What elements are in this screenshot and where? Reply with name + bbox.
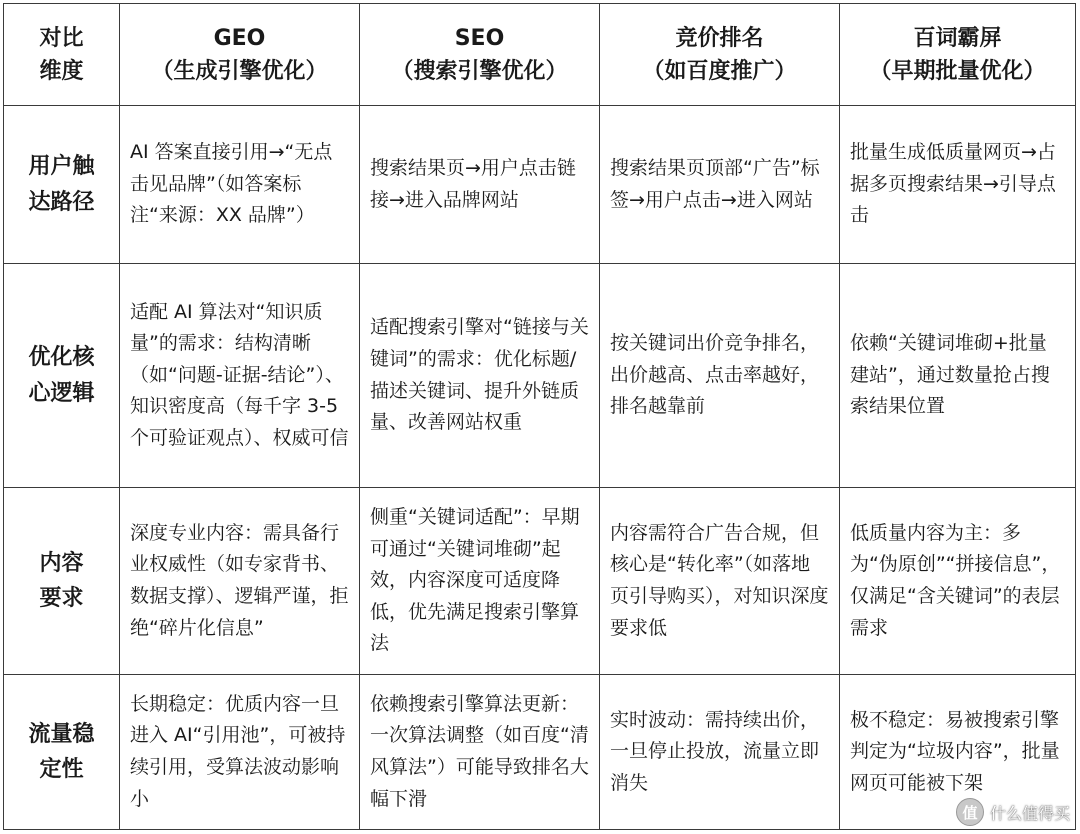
cell-bidding: 实时波动：需持续出价，一旦停止投放，流量立即消失 (600, 675, 840, 830)
cell-geo: 长期稳定：优质内容一旦进入 AI“引用池”，可被持续引用，受算法波动影响小 (120, 675, 360, 830)
cell-baici: 批量生成低质量网页→占据多页搜索结果→引导点击 (840, 106, 1076, 264)
cell-baici: 极不稳定：易被搜索引擎判定为“垃圾内容”，批量网页可能被下架 (840, 675, 1076, 830)
row-label: 优化核 心逻辑 (4, 264, 120, 488)
cell-geo: 适配 AI 算法对“知识质量”的需求：结构清晰（如“问题-证据-结论”）、知识密度高（每千字 3-5 个可验证观点）、权威可信 (120, 264, 360, 488)
header-baici: 百词霸屏 （早期批量优化） (840, 4, 1076, 106)
watermark-logo-icon: 值 (956, 798, 984, 826)
cell-seo: 适配搜索引擎对“链接与关键词”的需求：优化标题/描述关键词、提升外链质量、改善网站权重 (360, 264, 600, 488)
header-dimension: 对比 维度 (4, 4, 120, 106)
cell-baici: 依赖“关键词堆砌+批量建站”，通过数量抢占搜索结果位置 (840, 264, 1076, 488)
cell-bidding: 按关键词出价竞争排名，出价越高、点击率越好，排名越靠前 (600, 264, 840, 488)
cell-seo: 依赖搜索引擎算法更新：一次算法调整（如百度“清风算法”）可能导致排名大幅下滑 (360, 675, 600, 830)
watermark (956, 798, 1070, 826)
cell-seo: 搜索结果页→用户点击链接→进入品牌网站 (360, 106, 600, 264)
cell-baici: 低质量内容为主：多为“伪原创”“拼接信息”，仅满足“含关键词”的表层需求 (840, 488, 1076, 675)
table-row (4, 488, 1076, 675)
row-label: 用户触 达路径 (4, 106, 120, 264)
watermark-text: 什么值得买 (989, 803, 1070, 823)
comparison-table-wrapper (3, 3, 1075, 829)
table-row (4, 106, 1076, 264)
header-geo: GEO （生成引擎优化） (120, 4, 360, 106)
row-label: 流量稳 定性 (4, 675, 120, 830)
header-seo: SEO （搜索引擎优化） (360, 4, 600, 106)
table-row (4, 675, 1076, 830)
header-bidding: 竞价排名 （如百度推广） (600, 4, 840, 106)
cell-geo: 深度专业内容：需具备行业权威性（如专家背书、数据支撑）、逻辑严谨，拒绝“碎片化信息” (120, 488, 360, 675)
cell-seo: 侧重“关键词适配”：早期可通过“关键词堆砌”起效，内容深度可适度降低，优先满足搜索引擎算法 (360, 488, 600, 675)
cell-bidding: 内容需符合广告合规，但核心是“转化率”（如落地页引导购买），对知识深度要求低 (600, 488, 840, 675)
comparison-table (3, 3, 1076, 830)
row-label: 内容 要求 (4, 488, 120, 675)
cell-bidding: 搜索结果页顶部“广告”标签→用户点击→进入网站 (600, 106, 840, 264)
cell-geo: AI 答案直接引用→“无点击见品牌”（如答案标注“来源：XX 品牌”） (120, 106, 360, 264)
table-header-row (4, 4, 1076, 106)
table-row (4, 264, 1076, 488)
